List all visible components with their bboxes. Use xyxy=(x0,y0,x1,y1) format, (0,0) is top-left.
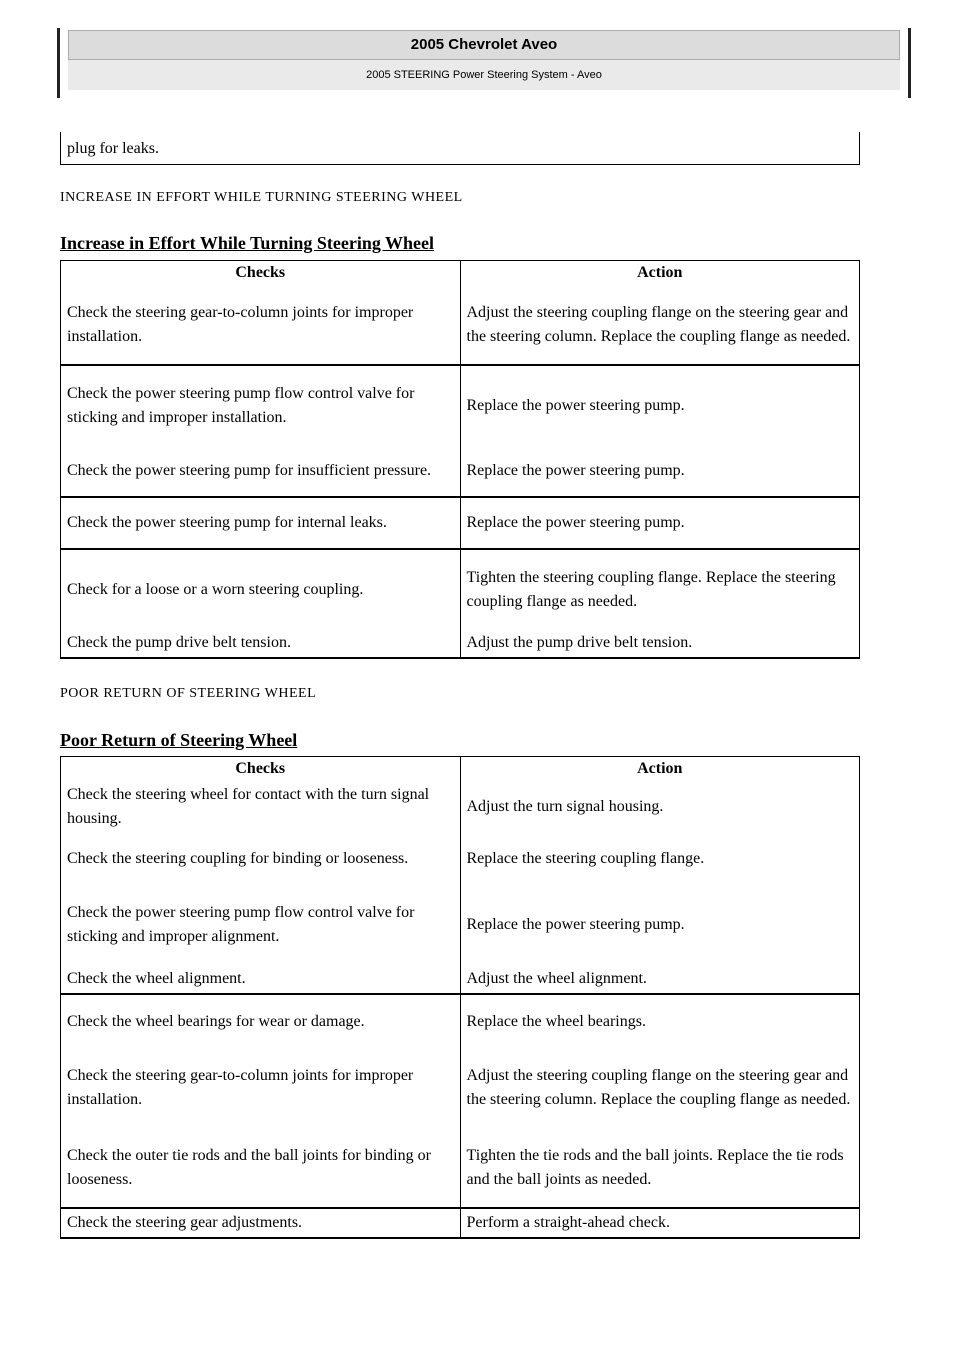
check-cell: Check the steering coupling for binding or looseness. xyxy=(61,833,461,885)
action-cell: Replace the power steering pump. xyxy=(460,497,860,549)
effort-table xyxy=(60,260,860,659)
table-row xyxy=(61,445,860,497)
action-cell: Adjust the pump drive belt tension. xyxy=(460,629,860,658)
action-cell: Perform a straight-ahead check. xyxy=(460,1208,860,1238)
action-cell: Tighten the tie rods and the ball joints. Replace the tie rods and the ball joints as needed. xyxy=(460,1128,860,1208)
action-cell: Replace the power steering pump. xyxy=(460,885,860,965)
action-cell: Adjust the wheel alignment. xyxy=(460,965,860,994)
continued-table-cell xyxy=(60,132,860,165)
action-cell: Replace the power steering pump. xyxy=(460,365,860,445)
table-row xyxy=(61,629,860,658)
page-header xyxy=(57,28,911,98)
table-row xyxy=(61,1208,860,1238)
table-row xyxy=(61,781,860,833)
table-row xyxy=(61,549,860,629)
check-cell: Check the steering gear-to-column joints for improper installation. xyxy=(61,285,461,365)
table-row xyxy=(61,833,860,885)
check-cell: Check the power steering pump flow control valve for sticking and improper installation. xyxy=(61,365,461,445)
section-heading-return: POOR RETURN OF STEERING WHEEL xyxy=(60,686,317,701)
action-cell: Replace the wheel bearings. xyxy=(460,994,860,1048)
check-cell: Check the outer tie rods and the ball joints for binding or looseness. xyxy=(61,1128,461,1208)
table-row xyxy=(61,994,860,1048)
check-cell: Check the wheel bearings for wear or damage. xyxy=(61,994,461,1048)
table-row xyxy=(61,1128,860,1208)
action-cell: Adjust the turn signal housing. xyxy=(460,781,860,833)
document-title: 2005 Chevrolet Aveo xyxy=(68,30,900,60)
action-cell: Tighten the steering coupling flange. Replace the steering coupling flange as needed. xyxy=(460,549,860,629)
table-row xyxy=(61,365,860,445)
check-cell: Check the steering gear adjustments. xyxy=(61,1208,461,1238)
section-heading-effort: INCREASE IN EFFORT WHILE TURNING STEERING WHEEL xyxy=(60,190,463,205)
column-header-action: Action xyxy=(460,757,860,782)
table-row xyxy=(61,497,860,549)
action-cell: Replace the power steering pump. xyxy=(460,445,860,497)
return-table xyxy=(60,756,860,1239)
check-cell: Check the wheel alignment. xyxy=(61,965,461,994)
column-header-checks: Checks xyxy=(61,757,461,782)
check-cell: Check the steering wheel for contact with the turn signal housing. xyxy=(61,781,461,833)
document-subtitle: 2005 STEERING Power Steering System - Aveo xyxy=(68,60,900,90)
table-header-row xyxy=(61,757,860,782)
table-row xyxy=(61,1048,860,1128)
table-header-row xyxy=(61,261,860,286)
action-cell: Adjust the steering coupling flange on the steering gear and the steering column. Replace the coupling flange as needed. xyxy=(460,285,860,365)
table-row xyxy=(61,885,860,965)
column-header-checks: Checks xyxy=(61,261,461,286)
check-cell: Check the steering gear-to-column joints for improper installation. xyxy=(61,1048,461,1128)
action-cell: Replace the steering coupling flange. xyxy=(460,833,860,885)
check-cell: Check the power steering pump for insufficient pressure. xyxy=(61,445,461,497)
table-row xyxy=(61,965,860,994)
continued-text: plug for leaks. xyxy=(67,140,159,157)
check-cell: Check the pump drive belt tension. xyxy=(61,629,461,658)
column-header-action: Action xyxy=(460,261,860,286)
table-row xyxy=(61,285,860,365)
check-cell: Check the power steering pump flow control valve for sticking and improper alignment. xyxy=(61,885,461,965)
action-cell: Adjust the steering coupling flange on the steering gear and the steering column. Replace the coupling flange as needed. xyxy=(460,1048,860,1128)
check-cell: Check the power steering pump for internal leaks. xyxy=(61,497,461,549)
table-title-return: Poor Return of Steering Wheel xyxy=(60,730,298,750)
check-cell: Check for a loose or a worn steering coupling. xyxy=(61,549,461,629)
table-title-effort: Increase in Effort While Turning Steering Wheel xyxy=(60,233,435,253)
